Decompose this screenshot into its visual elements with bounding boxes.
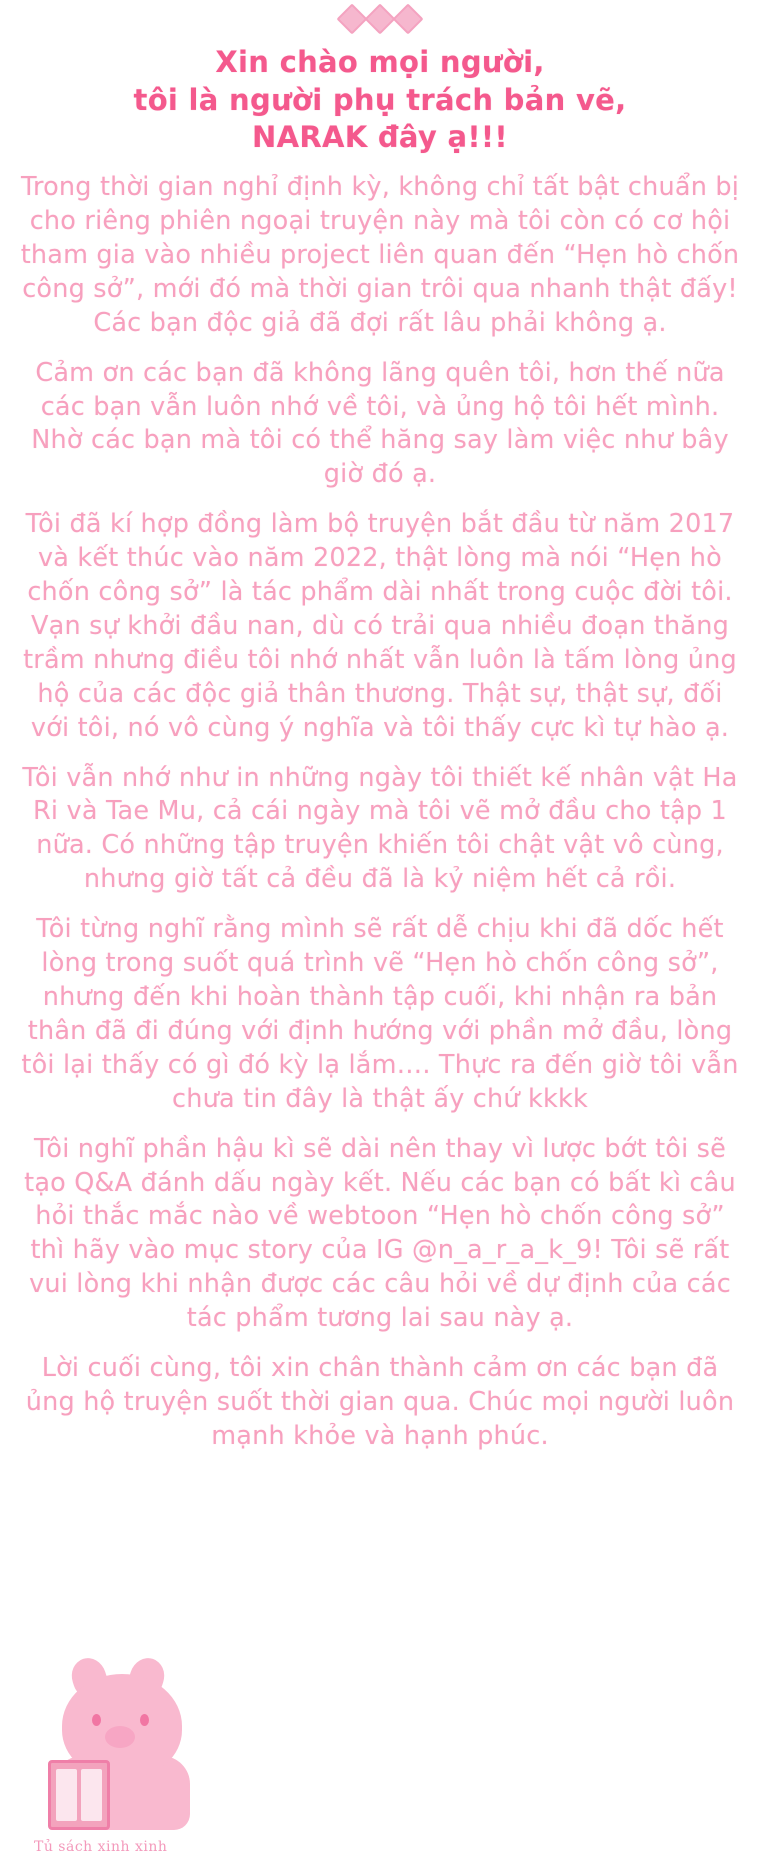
pig-mascot-icon [48, 1652, 213, 1837]
mascot-head [62, 1674, 182, 1778]
page-title: Xin chào mọi người, tôi là người phụ trách bản vẽ, NARAK đây ạ!!! [133, 45, 627, 155]
paragraph-1: Trong thời gian nghỉ định kỳ, không chỉ tất bật chuẩn bị cho riêng phiên ngoại truyện này mà tôi còn có cơ hội tham gia vào nhiều project liên quan đến “Hẹn hò chốn công sở”, mới đó mà thời gian trôi qua nhanh thật đấy! Các bạn độc giả đã đợi rất lâu phải không ạ. [20, 172, 740, 338]
watermark-label: Tủ sách xinh xinh [34, 1839, 168, 1855]
paragraph-5: Tôi từng nghĩ rằng mình sẽ rất dễ chịu khi đã dốc hết lòng trong suốt quá trình vẽ “Hẹn hò chốn công sở”, nhưng đến khi hoàn thành tập cuối, khi nhận ra bản thân đã đi đúng với định hướng với phần mở đầu, lòng tôi lại thấy có gì đó kỳ lạ lắm…. Thực ra đến giờ tôi vẫn chưa tin đây là thật ấy chứ kkkk [21, 914, 739, 1114]
mascot-ear-right [125, 1654, 169, 1701]
mascot-body [54, 1756, 190, 1830]
diamond-icon [392, 3, 423, 34]
mascot-eye-left [92, 1714, 101, 1726]
book-stack-icon [48, 1760, 110, 1830]
mascot-ear-left [67, 1654, 111, 1701]
diamond-ornament-row [0, 8, 760, 30]
mascot-eye-right [140, 1714, 149, 1726]
paragraph-2: Cảm ơn các bạn đã không lãng quên tôi, hơn thế nữa các bạn vẫn luôn nhớ về tôi, và ủng hộ tôi hết mình. Nhờ các bạn mà tôi có thể hăng say làm việc như bây giờ đó ạ. [31, 357, 729, 490]
paragraph-3: Tôi đã kí hợp đồng làm bộ truyện bắt đầu từ năm 2017 và kết thúc vào năm 2022, thật lòng mà nói “Hẹn hò chốn công sở” là tác phẩm dài nhất trong cuộc đời tôi. Vạn sự khởi đầu nan, dù có trải qua nhiều đoạn thăng trầm nhưng điều tôi nhớ nhất vẫn luôn là tấm lòng ủng hộ của các độc giả thân thương. Thật sự, thật sự, đối với tôi, nó vô cùng ý nghĩa và tôi thấy cực kì tự hào ạ. [23, 509, 737, 743]
diamond-icon [364, 3, 395, 34]
paragraph-6: Tôi nghĩ phần hậu kì sẽ dài nên thay vì lược bớt tôi sẽ tạo Q&A đánh dấu ngày kết. Nếu các bạn có bất kì câu hỏi thắc mắc nào về webtoon “Hẹn hò chốn công sở” thì hãy vào mục story của IG @n_a_r_a_k_9! Tôi sẽ rất vui lòng khi nhận được các câu hỏi về dự định của các tác phẩm tương lai sau này ạ. [24, 1133, 736, 1334]
paragraph-7: Lời cuối cùng, tôi xin chân thành cảm ơn các bạn đã ủng hộ truyện suốt thời gian qua. Chúc mọi người luôn mạnh khỏe và hạnh phúc. [25, 1353, 735, 1451]
diamond-icon [336, 3, 367, 34]
afterword-content [0, 44, 760, 1454]
paragraph-4: Tôi vẫn nhớ như in những ngày tôi thiết kế nhân vật Ha Ri và Tae Mu, cả cái ngày mà tôi vẽ mở đầu cho tập 1 nữa. Có những tập truyện khiến tôi chật vật vô cùng, nhưng giờ tất cả đều đã là kỷ niệm hết cả rồi. [22, 762, 738, 895]
mascot-snout [105, 1726, 135, 1748]
